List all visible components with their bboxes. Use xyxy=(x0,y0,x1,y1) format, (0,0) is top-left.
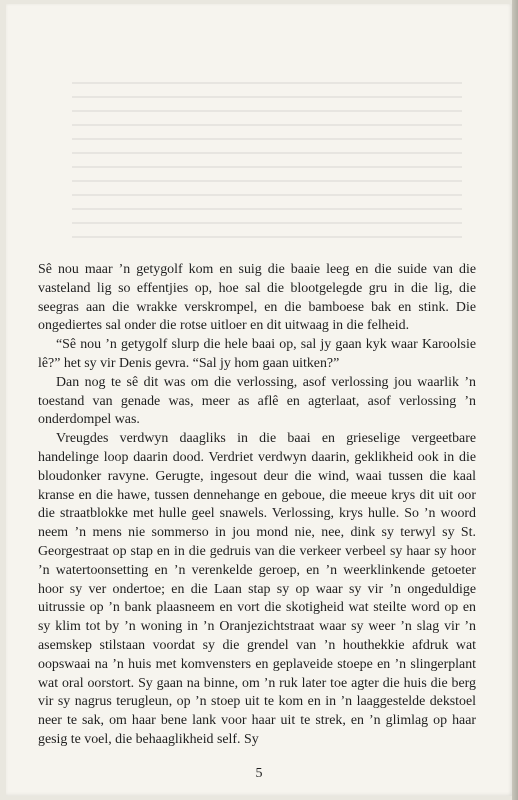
page-edge xyxy=(512,0,518,800)
paragraph: “Sê nou ’n getygolf slurp die hele baai op, sal jy gaan kyk waar Karoolsie lê?” het sy vir Denis gevra. “Sal jy hom gaan uitken?” xyxy=(38,337,476,371)
bleed-through-shadow xyxy=(72,82,462,262)
paragraph: Sê nou maar ’n getygolf kom en suig die baaie leeg en die suide van die vasteland lig so effentjies op, hoe sal die blootgelegde gru in die lig, die seegras aan die wrakke verskrompel, en die bamboese bak en stink. Die ongediertes sal onder die rotse uitloer en dit uitwaag in die felheid. xyxy=(38,262,476,334)
body-text xyxy=(38,261,476,750)
paragraph: Dan nog te sê dit was om die verlossing, asof verlossing jou waarlik ’n toestand van genade was, meer as aflê en agterlaat, asof verlossing ’n onderdompel was. xyxy=(38,374,476,428)
page-number: 5 xyxy=(255,766,263,781)
paragraph: Vreugdes verdwyn daagliks in die baai en grieselige vergeetbare handelinge loop daarin dood. Verdriet verdwyn daarin, geklikheid ook in die bloudonker ravyne. Gerugte, ingesout deur die wind, waai tussen die kaal kranse en die hawe, tussen dennehange en geboue, die meeue krys dit uit oor die straatblokke met hulle geel snawels. Verlossing, krys hulle. So ’n woord neem ’n mens nie sommerso in jou mond nie, nee, dink sy terwyl sy St. Georgestraat op stap en in die gedruis van die verkeer verbeel sy haar sy hoor ’n watertoonsetting en ’n verenkelde geroep, en ’n weerklinkende getoeter hoor sy ver ondertoe; en die Laan stap sy op waar sy vir ’n ongeduldige uitrussie op ’n bank plaasneem en vort die skotigheid wat steilte word op en sy klim tot by ’n woning in ’n Oranjezichtstraat waar sy weer ’n slag vir ’n asemskep stilstaan voordat sy die grendel van ’n houthekkie afdruk wat oopswaai na ’n huis met komvensters en geplaveide stoepe en ’n slingerplant wat oral oorstort. Sy gaan na binne, om ’n ruk later toe agter die huis die berg vir sy nagrus terugleun, op ’n stoep uit te kom en in ’n laaggestelde dekstoel neer te sak, om haar bene lank voor haar uit te strek, en ’n glimlag op haar gesig te voel, die behaaglikheid self. Sy xyxy=(38,431,476,747)
